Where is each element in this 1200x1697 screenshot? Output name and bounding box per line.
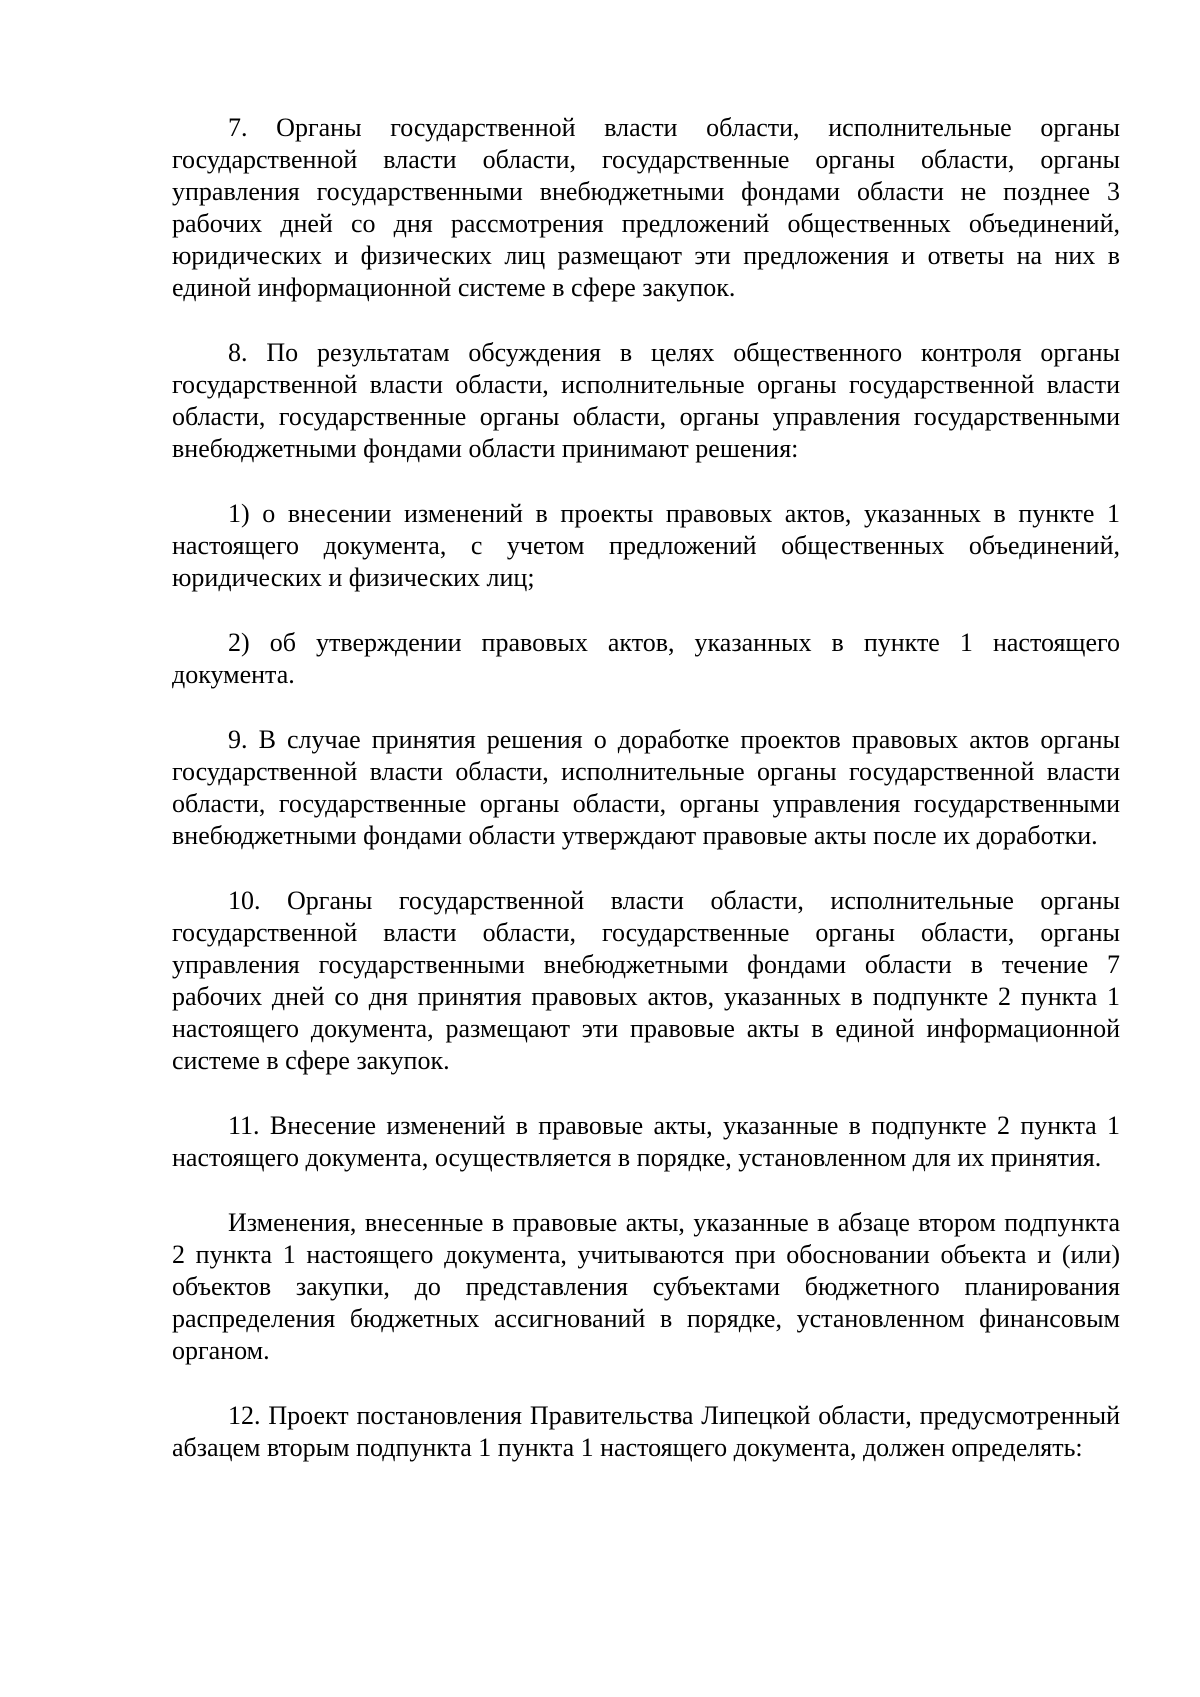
paragraph-item-8: 8. По результатам обсуждения в целях общественного контроля органы государственной власти области, исполнительные органы государственной власти области, государственные органы области, органы управления государственными внебюджетными фондами области принимают решения: bbox=[172, 338, 1120, 463]
paragraph-item-11-continuation: Изменения, внесенные в правовые акты, указанные в абзаце втором подпункта 2 пункта 1 настоящего документа, учитываются при обосновании объекта и (или) объектов закупки, до представления субъектами бюджетного планирования распределения бюджетных ассигнований в порядке, установленном финансовым органом. bbox=[172, 1208, 1120, 1365]
paragraph-item-9: 9. В случае принятия решения о доработке проектов правовых актов органы государственной власти области, исполнительные органы государственной власти области, государственные органы области, органы управления государственными внебюджетными фондами области утверждают правовые акты после их доработки. bbox=[172, 725, 1120, 850]
paragraph-item-11: 11. Внесение изменений в правовые акты, указанные в подпункте 2 пункта 1 настоящего документа, осуществляется в порядке, установленном для их принятия. bbox=[172, 1111, 1120, 1172]
subparagraph-item-1: 1) о внесении изменений в проекты правовых актов, указанных в пункте 1 настоящего документа, с учетом предложений общественных объединений, юридических и физических лиц; bbox=[172, 499, 1120, 592]
subparagraph-item-2: 2) об утверждении правовых актов, указанных в пункте 1 настоящего документа. bbox=[172, 628, 1120, 689]
paragraph-item-12: 12. Проект постановления Правительства Липецкой области, предусмотренный абзацем вторым подпункта 1 пункта 1 настоящего документа, должен определять: bbox=[172, 1401, 1120, 1462]
paragraph-item-10: 10. Органы государственной власти области, исполнительные органы государственной власти области, государственные органы области, органы управления государственными внебюджетными фондами области в течение 7 рабочих дней со дня принятия правовых актов, указанных в подпункте 2 пункта 1 настоящего документа, размещают эти правовые акты в единой информационной системе в сфере закупок. bbox=[172, 886, 1120, 1075]
paragraph-item-7: 7. Органы государственной власти области, исполнительные органы государственной власти области, государственные органы области, органы управления государственными внебюджетными фондами области не позднее 3 рабочих дней со дня рассмотрения предложений общественных объединений, юридических и физических лиц размещают эти предложения и ответы на них в единой информационной системе в сфере закупок. bbox=[172, 113, 1120, 302]
document-page bbox=[172, 112, 1120, 1497]
